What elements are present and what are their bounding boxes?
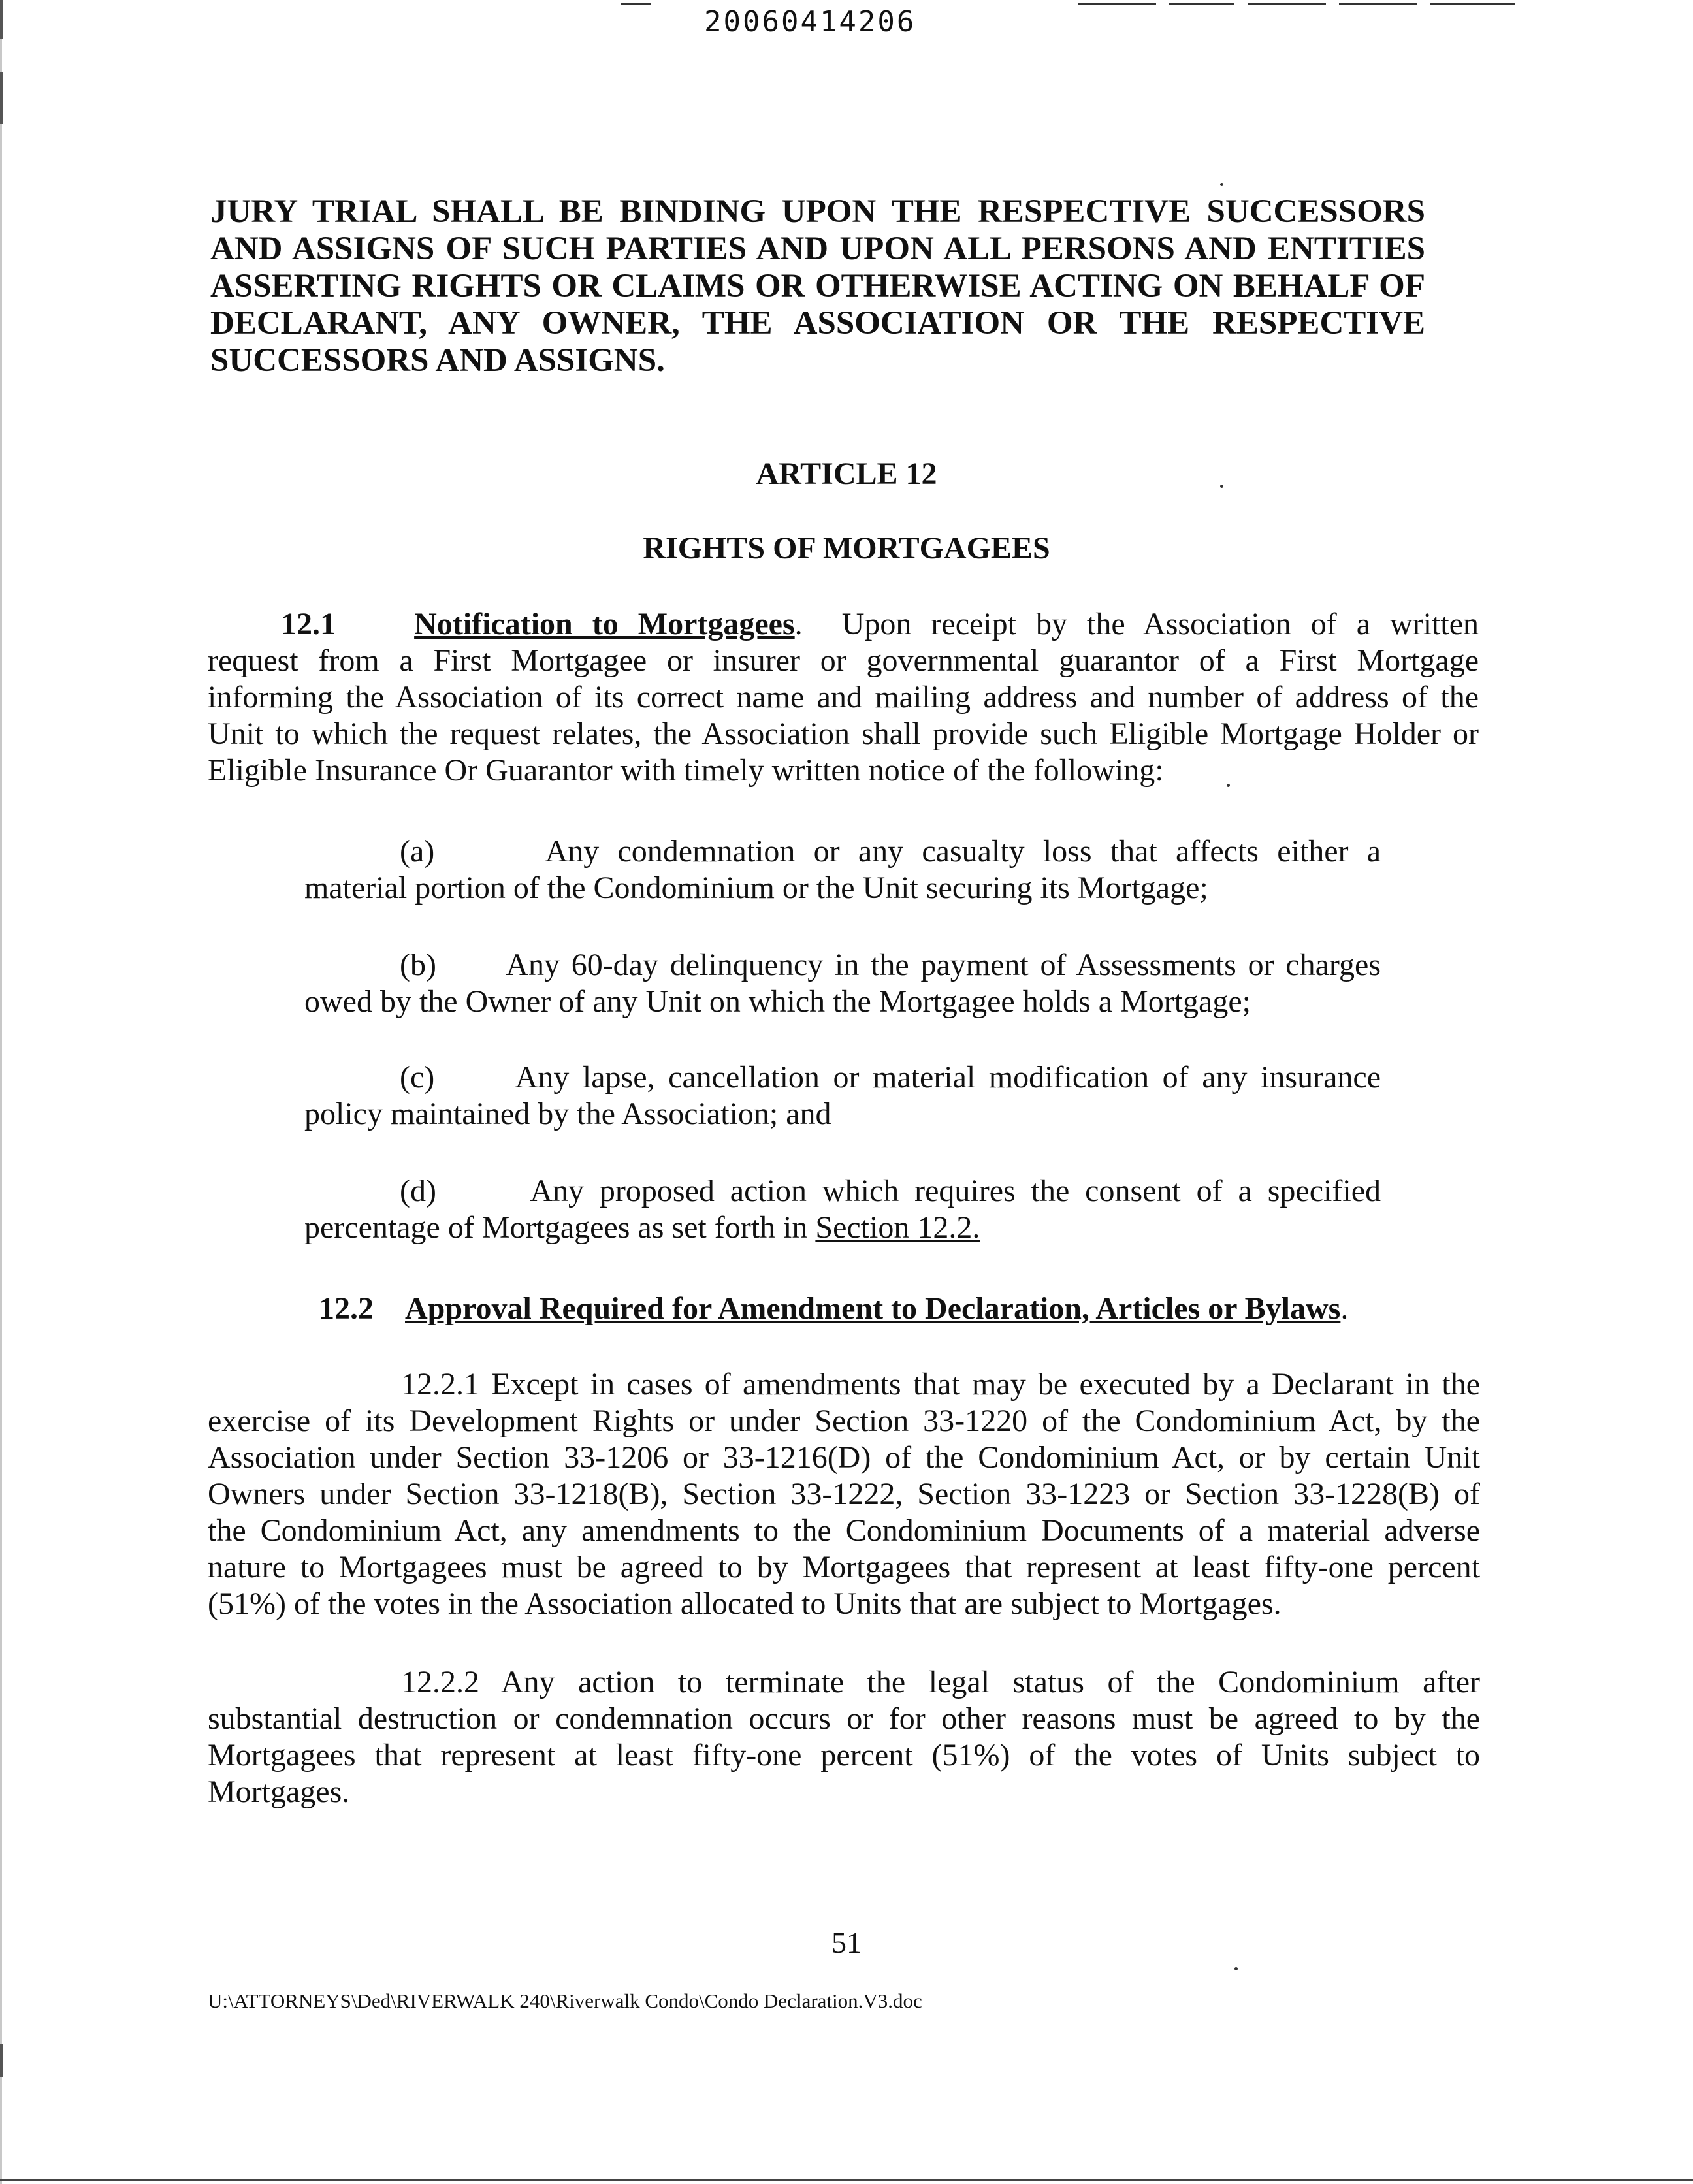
scan-edge-mark <box>0 2044 3 2077</box>
list-item-text: percentage of Mortgagees as set forth in <box>304 1210 816 1245</box>
section-number: 12.2 <box>319 1291 374 1326</box>
intro-line: DECLARANT, ANY OWNER, THE ASSOCIATION OR THE RESPECTIVE <box>210 305 1425 342</box>
section-line: substantial destruction or condemnation occurs or for other reasons must be agreed to by the <box>208 1701 1480 1736</box>
section-12-2-reference: Section 12.2. <box>815 1210 980 1245</box>
section-title: Approval Required for Amendment to Declaration, Articles or Bylaws <box>405 1291 1341 1326</box>
document-number: 20060414206 <box>704 5 916 39</box>
section-line: Owners under Section 33-1218(B), Section 33-1222, Section 33-1223 or Section 33-1228(B) of <box>208 1477 1480 1511</box>
article-number: ARTICLE 12 <box>756 457 937 491</box>
article-title: RIGHTS OF MORTGAGEES <box>643 531 1050 566</box>
list-item-label: (d) <box>400 1174 436 1208</box>
list-item-b <box>304 947 1381 1020</box>
list-item-text: Any lapse, cancellation or material modification of any insurance <box>515 1060 1381 1095</box>
intro-line: SUCCESSORS AND ASSIGNS. <box>210 342 665 379</box>
list-item-text: Any condemnation or any casualty loss that affects either a <box>545 834 1381 869</box>
section-12-2-2 <box>208 1664 1480 1810</box>
section-text: Upon receipt by the Association of a written <box>841 607 1479 641</box>
list-item-line: owed by the Owner of any Unit on which the Mortgagee holds a Mortgage; <box>304 984 1251 1019</box>
intro-line: ASSERTING RIGHTS OR CLAIMS OR OTHERWISE ACTING ON BEHALF OF <box>210 268 1425 304</box>
list-item-line: material portion of the Condominium or the Unit securing its Mortgage; <box>304 871 1208 905</box>
scan-edge-mark <box>0 72 3 124</box>
list-item-first-line <box>304 1059 1381 1096</box>
scan-top-dash <box>1169 3 1234 5</box>
section-line: request from a First Mortgagee or insurer or governmental guarantor of a First Mortgage <box>208 643 1479 678</box>
section-line: 12.2.1 Except in cases of amendments that may be executed by a Declarant in the <box>401 1367 1480 1402</box>
section-line: exercise of its Development Rights or under Section 33-1220 of the Condominium Act, by the <box>208 1404 1480 1438</box>
intro-line: AND ASSIGNS OF SUCH PARTIES AND UPON ALL PERSONS AND ENTITIES <box>210 231 1425 267</box>
section-title-period: . <box>794 607 803 641</box>
section-12-1-first-line <box>208 606 1479 643</box>
list-item-label: (c) <box>400 1060 435 1095</box>
intro-paragraph <box>210 193 1425 379</box>
section-title-period: . <box>1340 1291 1349 1326</box>
scan-top-dash <box>1339 3 1417 5</box>
scan-speck <box>1220 183 1223 186</box>
section-line: Unit to which the request relates, the Association shall provide such Eligible Mortgage Holder or <box>208 716 1479 751</box>
list-item-label: (b) <box>400 948 436 982</box>
section-title: Notification to Mortgagees <box>414 607 795 641</box>
section-line: the Condominium Act, any amendments to the Condominium Documents of a material adverse <box>208 1513 1480 1548</box>
section-number: 12.1 <box>281 607 336 641</box>
list-item-text: Any 60-day delinquency in the payment of Assessments or charges <box>506 948 1381 982</box>
scan-left-edge <box>0 0 2 2184</box>
scan-top-dash <box>1248 3 1326 5</box>
section-line: Mortgagees that represent at least fifty-one percent (51%) of the votes of Units subject to <box>208 1738 1480 1773</box>
section-heading-line <box>319 1291 1494 1327</box>
list-item-line: policy maintained by the Association; and <box>304 1097 831 1131</box>
footer-file-path: U:\ATTORNEYS\Ded\RIVERWALK 240\Riverwalk Condo\Condo Declaration.V3.doc <box>208 1989 922 2012</box>
scan-bottom-edge <box>0 2179 1693 2181</box>
section-line: nature to Mortgagees must be agreed to by Mortgagees that represent at least fifty-one percent <box>208 1550 1480 1584</box>
section-line: Eligible Insurance Or Guarantor with timely written notice of the following: <box>208 753 1164 788</box>
intro-line: JURY TRIAL SHALL BE BINDING UPON THE RESPECTIVE SUCCESSORS <box>210 193 1425 230</box>
list-item-d <box>304 1173 1381 1246</box>
list-item-first-line <box>304 1173 1381 1210</box>
section-line: Mortgages. <box>208 1774 350 1809</box>
scan-top-dash <box>621 3 651 5</box>
section-line: informing the Association of its correct name and mailing address and number of address of the <box>208 680 1479 715</box>
section-line: (51%) of the votes in the Association allocated to Units that are subject to Mortgages. <box>208 1586 1282 1621</box>
list-item-a <box>304 833 1381 907</box>
list-item-label: (a) <box>400 834 435 869</box>
list-item-text: Any proposed action which requires the consent of a specified <box>530 1174 1381 1208</box>
page-number: 51 <box>831 1926 862 1959</box>
scan-top-dash <box>1078 3 1156 5</box>
list-item-first-line <box>304 833 1381 870</box>
section-12-2-heading <box>319 1291 1494 1327</box>
section-line: 12.2.2 Any action to terminate the legal status of the Condominium after <box>401 1665 1480 1699</box>
section-12-2-1 <box>208 1366 1480 1622</box>
scan-top-dash <box>1430 3 1515 5</box>
section-line: Association under Section 33-1206 or 33-1216(D) of the Condominium Act, or by certain Unit <box>208 1440 1480 1475</box>
list-item-first-line <box>304 947 1381 984</box>
scan-edge-mark <box>0 0 3 39</box>
list-item-line <box>304 1210 1381 1246</box>
list-item-c <box>304 1059 1381 1132</box>
scan-speck <box>1234 1967 1238 1970</box>
section-12-1 <box>208 606 1479 789</box>
